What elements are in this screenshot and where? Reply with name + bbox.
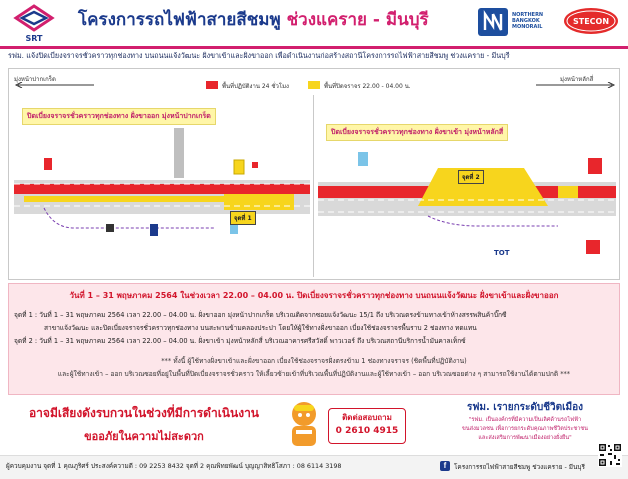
srt-logo-text: SRT xyxy=(25,34,43,43)
srt-slogan-title: รฟม. เรายกระดับชีวิตเมือง xyxy=(466,402,584,413)
nbm-logo-icon xyxy=(478,8,508,36)
legend-closed: พื้นที่ปิดจราจร 22.00 - 04.00 น. xyxy=(324,83,411,90)
apology-text: ขออภัยในความไม่สะดวก xyxy=(84,430,204,443)
map-divider xyxy=(313,95,314,277)
map-right-drawing xyxy=(318,140,616,276)
worker-mascot-icon xyxy=(284,400,324,448)
stecon-logo-text: STECON xyxy=(572,17,610,26)
page-title xyxy=(78,6,458,38)
tot-label: TOT xyxy=(494,249,510,257)
qr-code-icon xyxy=(598,443,622,467)
srt-quote-3: และส่งเสริมการพัฒนาเมืองอย่างยั่งยืน" xyxy=(478,435,572,441)
footer-supervisors: ผู้ควบคุมงาน จุดที่ 1 คุณภูริศร์ ประสงค์ความดี : 09 2253 8432 จุดที่ 2 คุณพิทยพัฒน์ บุญญาสิทธิโสภา : 08 6114 3198 xyxy=(6,462,342,470)
arrow-right-icon xyxy=(536,82,616,88)
stecon-logo xyxy=(562,6,620,36)
srt-quote-2: ขนส่งมวลชน เพื่อการยกระดับคุณภาพชีวิตประชาชน xyxy=(462,426,588,432)
legend-swatch-24h xyxy=(206,81,218,89)
notice-text: รฟม. แจ้งปิดเบี่ยงจราจรชั่วคราวทุกช่องทาง บนถนนแจ้งวัฒนะ ฝั่งขาเข้าและฝั่งขาออก เพื่อดำเนินงานก่อสร้างสถานีโครงการรถไฟฟ้าสายสีชมพู ช่วงแคราย - มีนบุรี xyxy=(8,51,510,60)
zone-2-label: จุดที่ 2 xyxy=(458,170,484,184)
section-title-left: ปิดเบี่ยงจราจรชั่วคราวทุกช่องทาง ฝั่งขาออก มุ่งหน้าปากเกร็ด xyxy=(22,108,216,125)
info-headline: วันที่ 1 – 31 พฤษภาคม 2564 ในช่วงเวลา 22.00 – 04.00 น. ปิดเบี่ยงจราจรชั่วคราวทุกช่องทาง บนถนนแจ้งวัฒนะ ฝั่งขาเข้าและฝั่งขาออก xyxy=(69,291,559,300)
zone-1-label: จุดที่ 1 xyxy=(230,211,256,225)
direction-right-label: มุ่งหน้าหลักสี่ xyxy=(560,76,594,83)
title-main: โครงการรถไฟฟ้าสายสีชมพู xyxy=(78,10,287,30)
direction-left-label: มุ่งหน้าปากเกร็ด xyxy=(14,76,56,83)
nbm-logo-text: NORTHERN BANGKOK MONORAIL xyxy=(512,12,544,30)
point1-line2: สาขาแจ้งวัฒนะ และปิดเบี่ยงจราจรชั่วคราวทุกช่องทาง บนสะพานข้ามคลองประปา โดยให้ผู้ใช้ทางฝั่งขาออก เบี่ยงใช้ช่องจราจรพื้นราบ 2 ช่องทาง ทดแทน xyxy=(44,324,477,332)
point1-line1: จุดที่ 1 : วันที่ 1 – 31 พฤษภาคม 2564 เวลา 22.00 – 04.00 น. ฝั่งขาออก มุ่งหน้าปากเกร็ด บริเวณติดจากซอยแจ้งวัฒนะ 15/1 ถึง บริเวณตรงข้ามทางเข้าห้างสรรพสินค้าบิ๊กซี xyxy=(14,311,507,319)
point2-line1: จุดที่ 2 : วันที่ 1 – 31 พฤษภาคม 2564 เวลา 22.00 – 04.00 น. ฝั่งขาเข้า มุ่งหน้าหลักสี่ บริเวณอาคารศรีสวัสดิ์ พาวเวอร์ ถึง บริเวณสถานีบริการน้ำมันคาลเท็กซ์ xyxy=(14,337,466,345)
contact-label: ติดต่อสอบถาม xyxy=(342,413,392,422)
srt-quote-1: "รฟม. เป็นองค์กรที่มีความเป็นเลิศด้านรถไฟฟ้า xyxy=(468,417,582,423)
title-route: ช่วงแคราย - มีนบุรี xyxy=(286,10,429,30)
section-title-right: ปิดเบี่ยงจราจรชั่วคราวทุกช่องทาง ฝั่งขาเข้า มุ่งหน้าหลักสี่ xyxy=(326,124,508,141)
facebook-page-link[interactable]: โครงการรถไฟฟ้าสายสีชมพู ช่วงแคราย - มีนบุรี xyxy=(454,463,585,471)
legend-swatch-closed xyxy=(308,81,320,89)
note-line2: และผู้ใช้ทางเข้า – ออก บริเวณซอยที่อยู่ในพื้นที่ปิดเบี่ยงจราจรชั่วคราว ให้เลี้ยวซ้ายเข้าที่บริเวณพื้นที่ปฏิบัติงานและผู้ใช้ทางเข้า – ออก บริเวณซอยต่าง ๆ สามารถใช้งานได้ตามปกติ *** xyxy=(57,370,571,378)
note-line1: *** ทั้งนี้ ผู้ใช้ทางฝั่งขาเข้าและฝั่งขาออก เบี่ยงใช้ช่องจราจรฝั่งตรงข้าม 1 ช่องทางจราจร (ชิดพื้นที่ปฏิบัติงาน) xyxy=(161,357,467,365)
contact-phone[interactable]: 0 2610 4915 xyxy=(335,426,399,436)
noise-warning: อาจมีเสียงดังรบกวนในช่วงที่มีการดำเนินงาน xyxy=(28,406,260,420)
arrow-left-icon xyxy=(14,82,94,88)
srt-logo xyxy=(8,4,60,44)
header-divider xyxy=(0,46,628,49)
legend-24h: พื้นที่ปฏิบัติงาน 24 ชั่วโมง xyxy=(222,83,289,90)
map-left-drawing xyxy=(14,128,310,276)
facebook-icon[interactable]: f xyxy=(440,461,450,471)
